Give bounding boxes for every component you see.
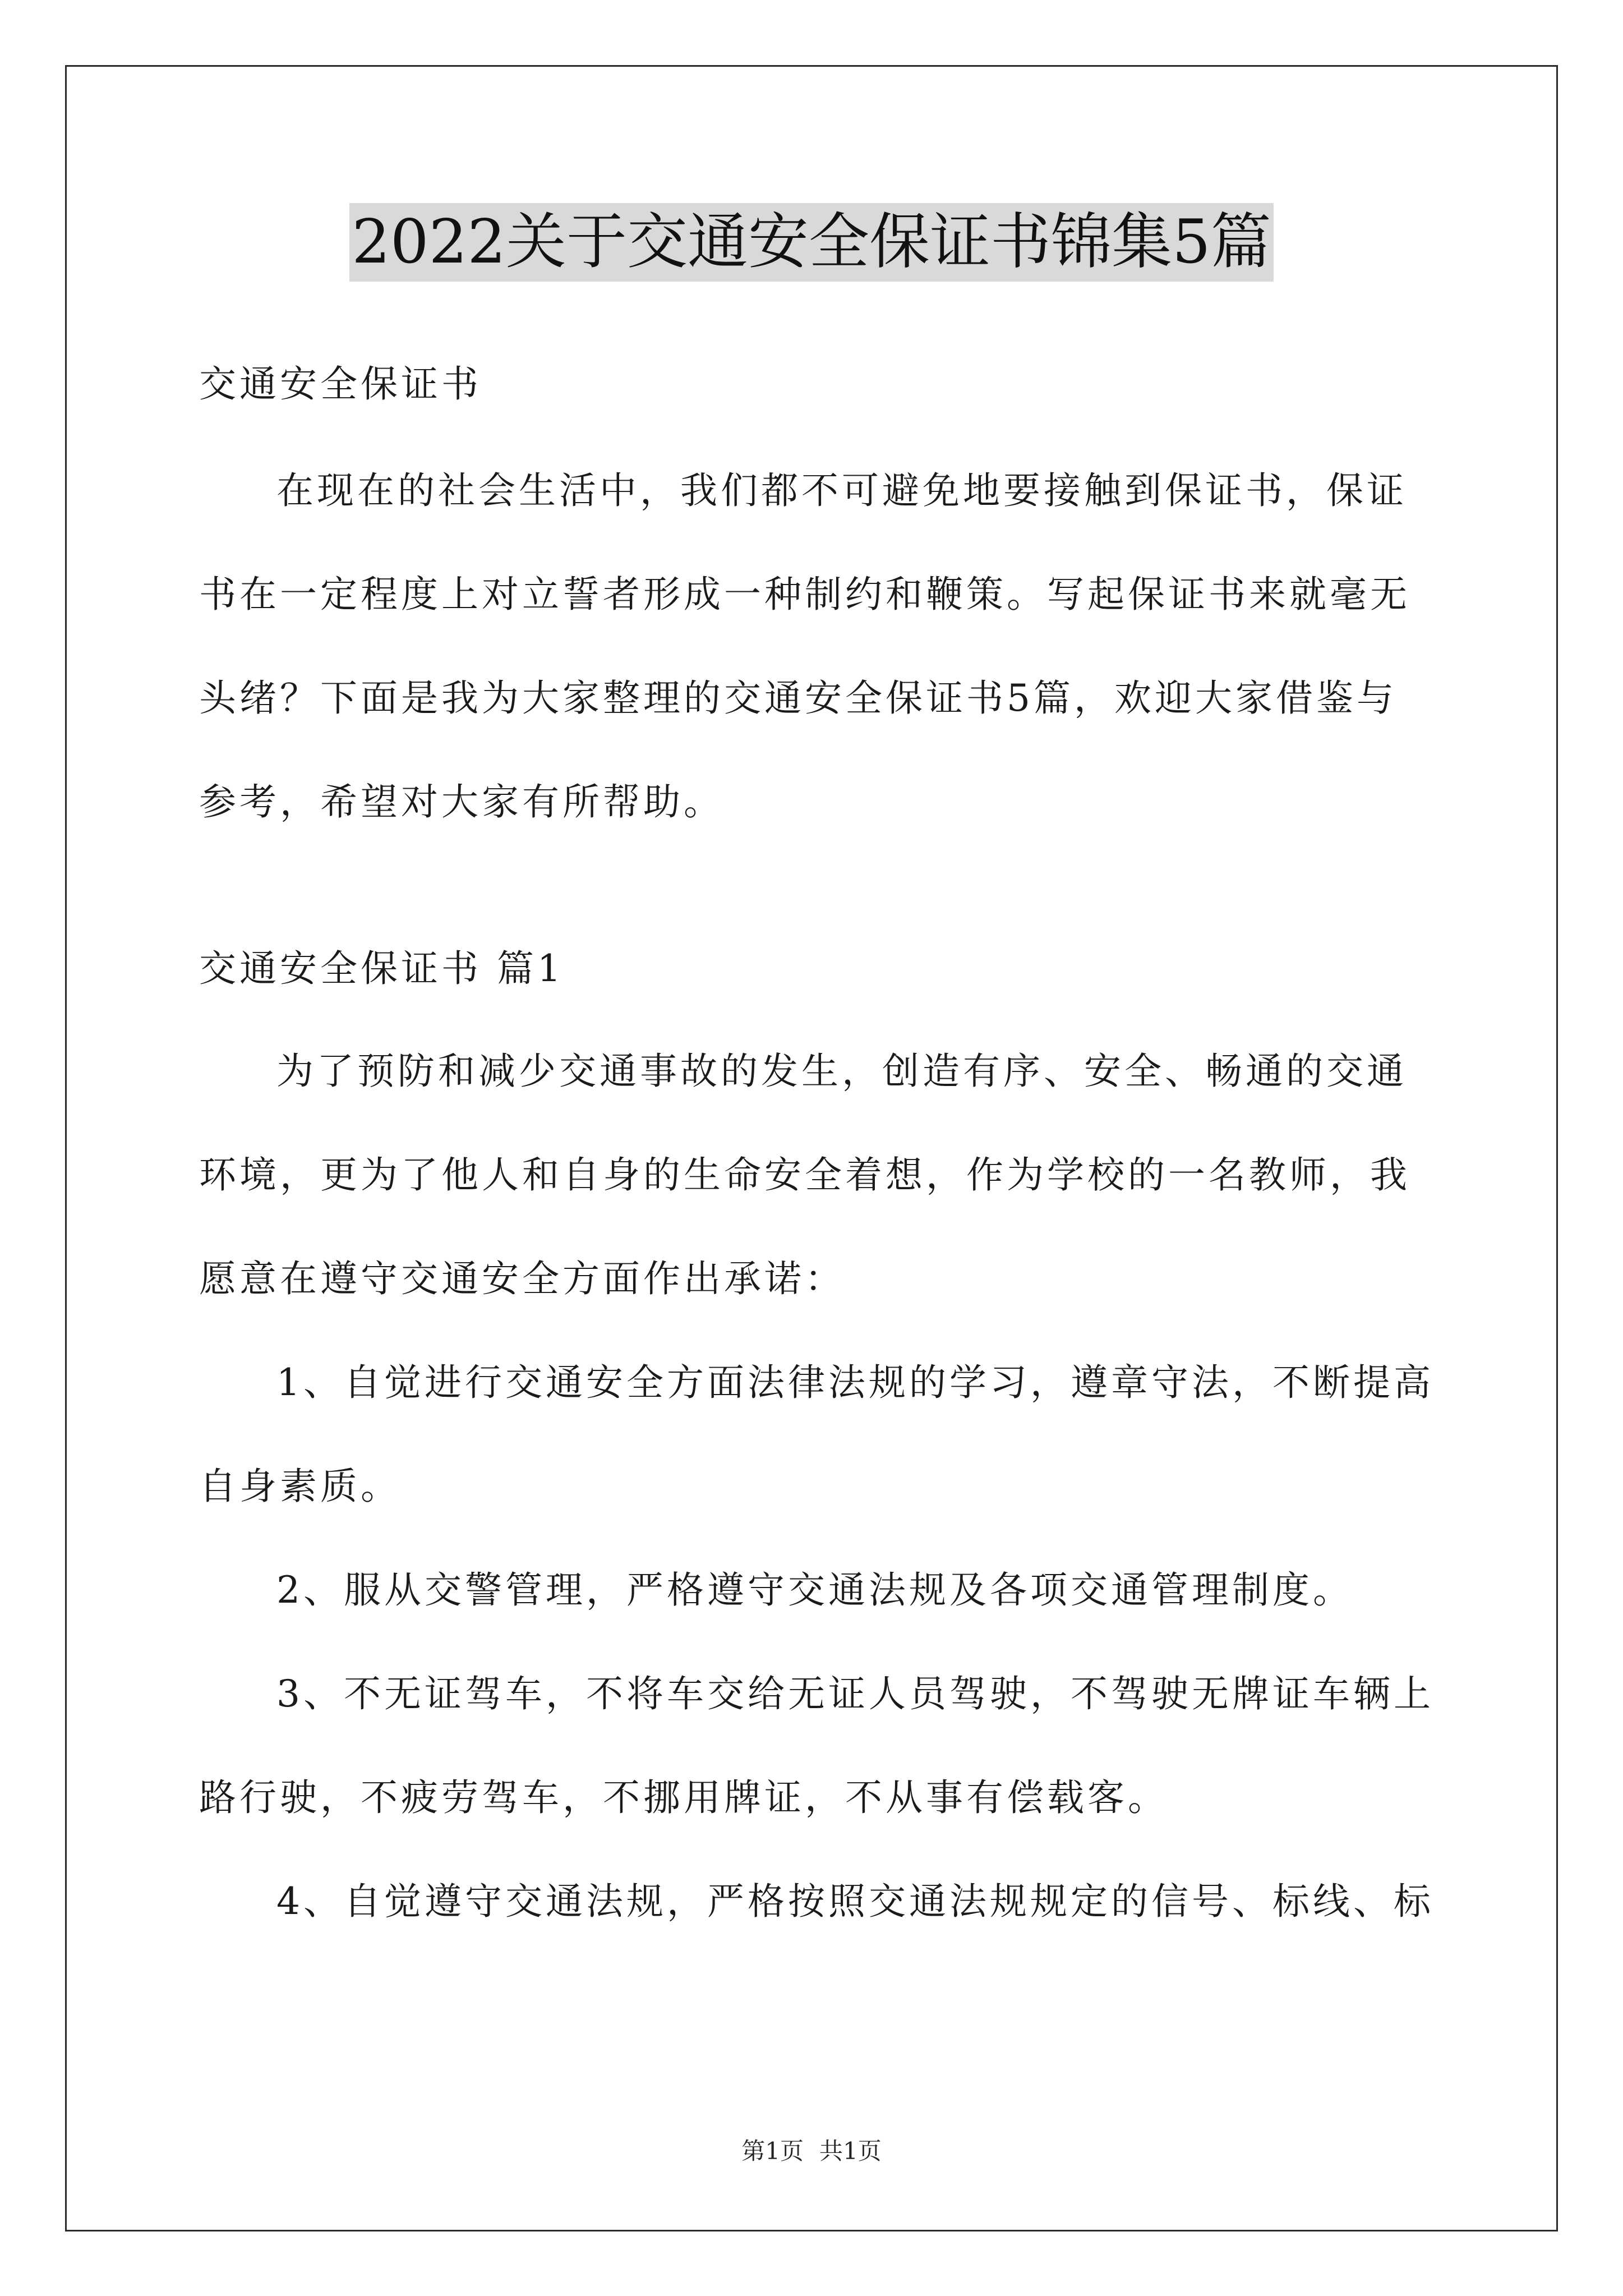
document-title: 2022关于交通安全保证书锦集5篇 <box>349 203 1274 282</box>
body-line-3: 愿意在遵守交通安全方面作出承诺： <box>199 1257 845 1300</box>
page-number-current: 第1页 <box>741 2137 804 2165</box>
body-line-9: 4、自觉遵守交通法规，严格按照交通法规规定的信号、标线、标 <box>276 1880 1434 1923</box>
title-container <box>0 203 1623 282</box>
intro-line-1: 在现在的社会生活中，我们都不可避免地要接触到保证书，保证 <box>276 469 1407 512</box>
intro-line-4: 参考，希望对大家有所帮助。 <box>199 780 724 823</box>
intro-heading: 交通安全保证书 <box>199 362 482 406</box>
intro-line-3: 头绪？下面是我为大家整理的交通安全保证书5篇，欢迎大家借鉴与 <box>199 677 1397 720</box>
body-line-8: 路行驶，不疲劳驾车，不挪用牌证，不从事有偿载客。 <box>199 1776 1168 1819</box>
body-line-1: 为了预防和减少交通事故的发生，创造有序、安全、畅通的交通 <box>276 1050 1407 1093</box>
body-line-2: 环境，更为了他人和自身的生命安全着想，作为学校的一名教师，我 <box>199 1153 1410 1197</box>
page-footer <box>0 2134 1623 2168</box>
body-line-5: 自身素质。 <box>199 1465 401 1508</box>
section-heading: 交通安全保证书 篇1 <box>199 947 564 990</box>
page-number-total: 共1页 <box>819 2137 882 2165</box>
body-line-4: 1、自觉进行交通安全方面法律法规的学习，遵章守法，不断提高 <box>276 1361 1434 1404</box>
body-line-7: 3、不无证驾车，不将车交给无证人员驾驶，不驾驶无牌证车辆上 <box>276 1672 1434 1715</box>
intro-line-2: 书在一定程度上对立誓者形成一种制约和鞭策。写起保证书来就毫无 <box>199 573 1410 616</box>
body-line-6: 2、服从交警管理，严格遵守交通法规及各项交通管理制度。 <box>276 1568 1353 1612</box>
